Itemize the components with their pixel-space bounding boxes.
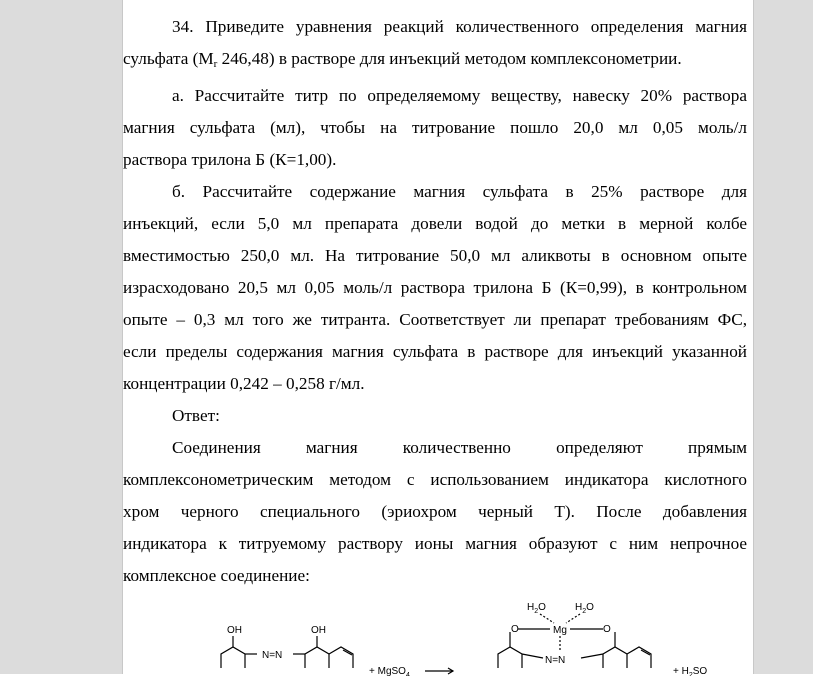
oh-label-left: OH [227, 625, 242, 636]
answer-line: Соединения магния количественно определяют прямым [172, 438, 747, 457]
aromatic-ring-left [221, 647, 245, 668]
right-margin [753, 0, 813, 674]
azo-group-left: N=N [262, 650, 283, 661]
answer-line: комплексонометрическим методом с использованием индикатора кислотного [123, 470, 747, 489]
problem-title-cont: сульфата ($M_r$ 246,48) в растворе для инъекций методом комплексонометрии. [123, 49, 682, 70]
answer-line: хром черного специального (эриохром черный Т). После добавления [123, 502, 747, 521]
task-b-line: израсходовано 20,5 мл 0,05 моль/л раствора трилона Б (К=0,99), в контрольном [123, 278, 747, 297]
task-b-line: если пределы содержания магния сульфата в растворе для инъекций указанной [123, 342, 747, 361]
answer-label: Ответ: [172, 406, 220, 425]
azo-group-right: N=N [545, 655, 566, 666]
task-b-line: концентрации 0,242 – 0,258 г/мл. [123, 374, 365, 393]
water-ligand-2: $H_2O$ [575, 602, 594, 615]
answer-line: комплексное соединение: [123, 566, 310, 585]
reaction-equation [213, 596, 743, 676]
aromatic-ring-product-right [603, 647, 627, 668]
aromatic-ring-product-left [498, 647, 522, 668]
document-page [123, 0, 752, 674]
task-a-line: магния сульфата (мл), чтобы на титрование пошло 20,0 мл 0,05 моль/л [123, 118, 747, 137]
water-ligand-1: $H_2O$ [527, 602, 546, 615]
problem-title: 34. Приведите уравнения реакций количественного определения магния [172, 17, 747, 36]
task-b-line: инъекций, если 5,0 мл препарата довели водой до метки в мерной колбе [123, 214, 747, 233]
o-label-left: O [511, 624, 519, 635]
task-a-line: раствора трилона Б (К=1,00). [123, 150, 337, 169]
aromatic-ring-middle [305, 647, 329, 668]
left-margin [0, 0, 123, 674]
reagent-label: + MgSO$_4$ [369, 666, 410, 676]
metal-center: Mg [553, 625, 567, 636]
oh-label-right: OH [311, 625, 326, 636]
aromatic-ring-fused [329, 647, 353, 668]
task-a-line: а. Рассчитайте титр по определяемому веществу, навеску 20% раствора [172, 86, 747, 105]
product-label: + $H_2SO$ [673, 666, 708, 676]
task-b-line: вместимостью 250,0 мл. На титрование 50,0 мл аликвоты в основном опыте [123, 246, 747, 265]
answer-line: индикатора к титруемому раствору ионы магния образуют с ним непрочное [123, 534, 747, 553]
o-label-right: O [603, 624, 611, 635]
task-b-line: б. Рассчитайте содержание магния сульфата в 25% растворе для [172, 182, 747, 201]
task-b-line: опыте – 0,3 мл того же титранта. Соответствует ли препарат требованиям ФС, [123, 310, 747, 329]
